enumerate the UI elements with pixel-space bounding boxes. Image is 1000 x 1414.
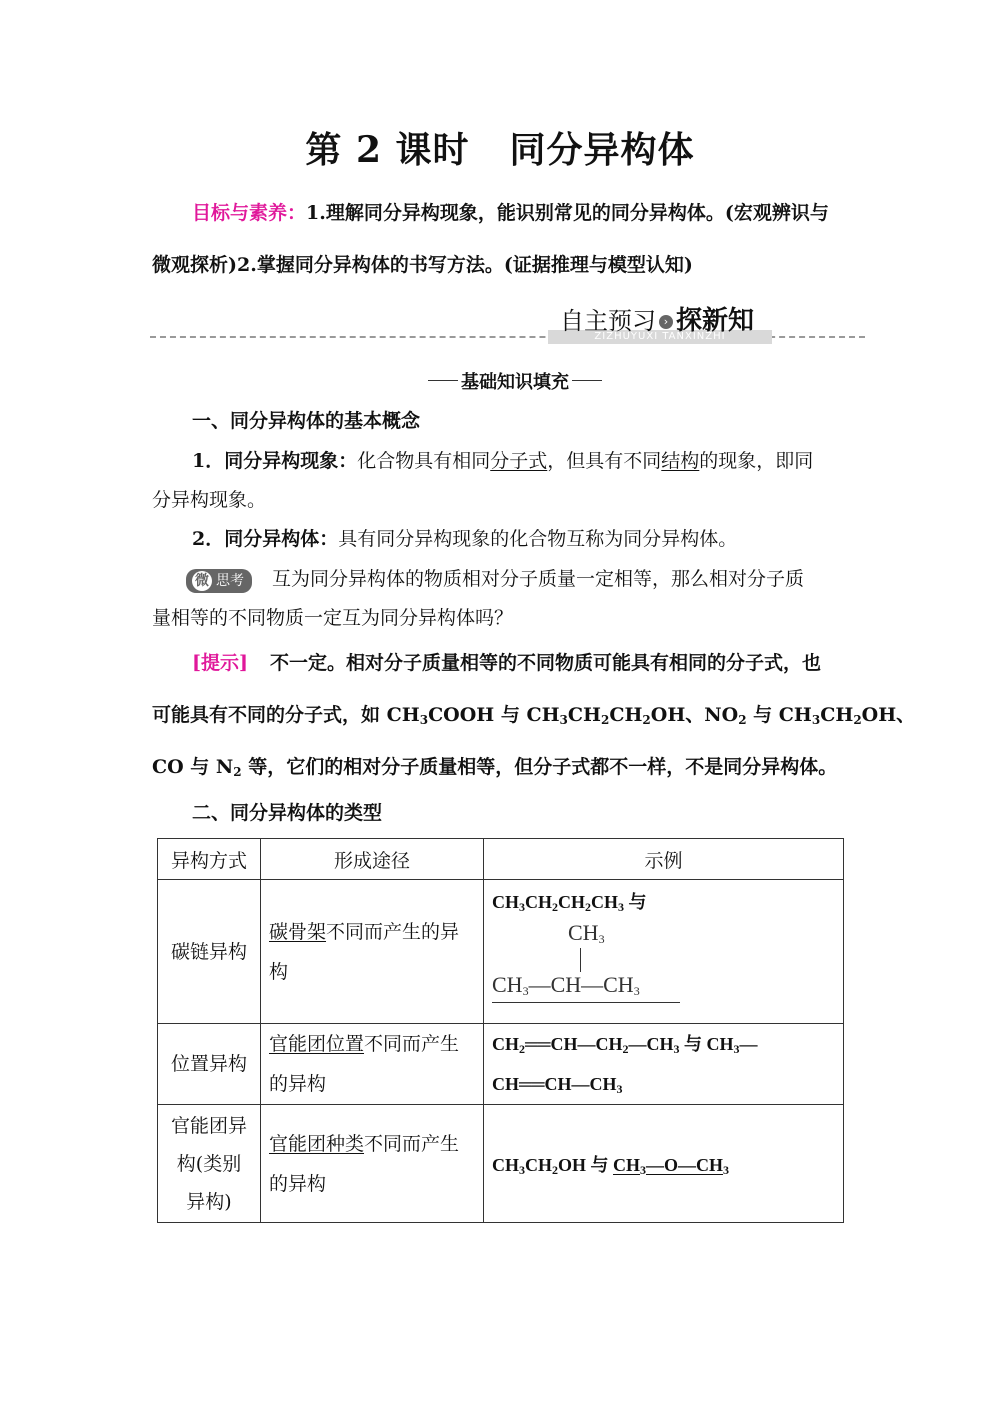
example-cell: $CH_3CH_2OH$ 与 $CH_3—O—CH_3$ bbox=[484, 1105, 844, 1223]
item1-line2: 分异构现象。 bbox=[152, 489, 267, 511]
sub-banner: 基础知识填充 bbox=[428, 368, 602, 392]
hint-line3: CO 与 $N_2$ 等，它们的相对分子质量相等，但分子式都不一样，不是同分异构体。 bbox=[152, 756, 838, 779]
table-header: 异构方式 bbox=[158, 839, 261, 880]
isomer-type-cell: 碳链异构 bbox=[158, 880, 261, 1024]
lesson-topic: 同分异构体 bbox=[509, 129, 695, 171]
isomer-types-table bbox=[157, 838, 844, 1223]
lesson-number: 第 2 课时 bbox=[305, 129, 470, 171]
section-banner bbox=[150, 300, 865, 348]
hint-line1: [提示] 不一定。相对分子质量相等的不同物质可能具有相同的分子式，也 bbox=[192, 652, 821, 674]
table-header: 形成途径 bbox=[261, 839, 484, 880]
section1-heading: 一、同分异构体的基本概念 bbox=[192, 410, 421, 432]
example-cell bbox=[484, 880, 844, 1024]
hint-line2: 可能具有不同的分子式，如 $CH_3COOH$ 与 $CH_3CH_2CH_2OH$、$NO_2$ 与 $CH_3CH_2OH$、 bbox=[152, 704, 916, 727]
think-badge-icon: 微 思考 bbox=[186, 569, 252, 593]
example-cell: $CH_2══CH—CH_2—CH_3$ 与 $CH_3—$ $CH══CH—CH_3$ bbox=[484, 1024, 844, 1105]
table-header: 示例 bbox=[484, 839, 844, 880]
isomer-type-cell: 官能团异 构(类别 异构) bbox=[158, 1105, 261, 1223]
formation-path-cell: 官能团位置不同而产生 的异构 bbox=[261, 1024, 484, 1105]
goals-line1: 目标与素养：1.理解同分异构现象，能识别常见的同分异构体。(宏观辨识与 bbox=[192, 202, 829, 224]
example-butane: $CH_3CH_2CH_2CH_3$ 与 bbox=[492, 892, 647, 914]
formation-path-cell: 碳骨架不同而产生的异 构 bbox=[261, 880, 484, 1024]
section2-heading: 二、同分异构体的类型 bbox=[192, 802, 383, 824]
item2-line: 2．同分异构体：具有同分异构现象的化合物互称为同分异构体。 bbox=[192, 528, 738, 550]
item1-line1: 1．同分异构现象：化合物具有相同分子式，但具有不同结构的现象，即同 bbox=[192, 450, 814, 472]
think-line1: 微 思考 互为同分异构体的物质相对分子质量一定相等，那么相对分子质 bbox=[186, 568, 804, 593]
formation-path-cell: 官能团种类不同而产生 的异构 bbox=[261, 1105, 484, 1223]
sub-banner-left-line bbox=[428, 380, 458, 381]
isomer-type-cell: 位置异构 bbox=[158, 1024, 261, 1105]
sub-banner-right-line bbox=[572, 380, 602, 381]
table-row bbox=[158, 1024, 844, 1105]
goals-line2: 微观探析)2.掌握同分异构体的书写方法。(证据推理与模型认知) bbox=[152, 254, 693, 276]
table-row bbox=[158, 880, 844, 1024]
goals-label: 目标与素养： bbox=[192, 202, 307, 224]
think-line2: 量相等的不同物质一定互为同分异构体吗？ bbox=[152, 607, 514, 629]
table-row bbox=[158, 1105, 844, 1223]
chevron-right-icon: › bbox=[659, 315, 673, 329]
table-header-row bbox=[158, 839, 844, 880]
isobutane-structure: $CH_3$ $CH_3—CH—CH_3$ bbox=[492, 914, 835, 1006]
banner-pinyin: ZIZHUYUXI TANXINZHI bbox=[594, 331, 726, 342]
hint-label: [提示] bbox=[192, 652, 248, 674]
banner-label: 自主预习 › 探新知 bbox=[560, 306, 755, 336]
page-title bbox=[0, 122, 1000, 173]
